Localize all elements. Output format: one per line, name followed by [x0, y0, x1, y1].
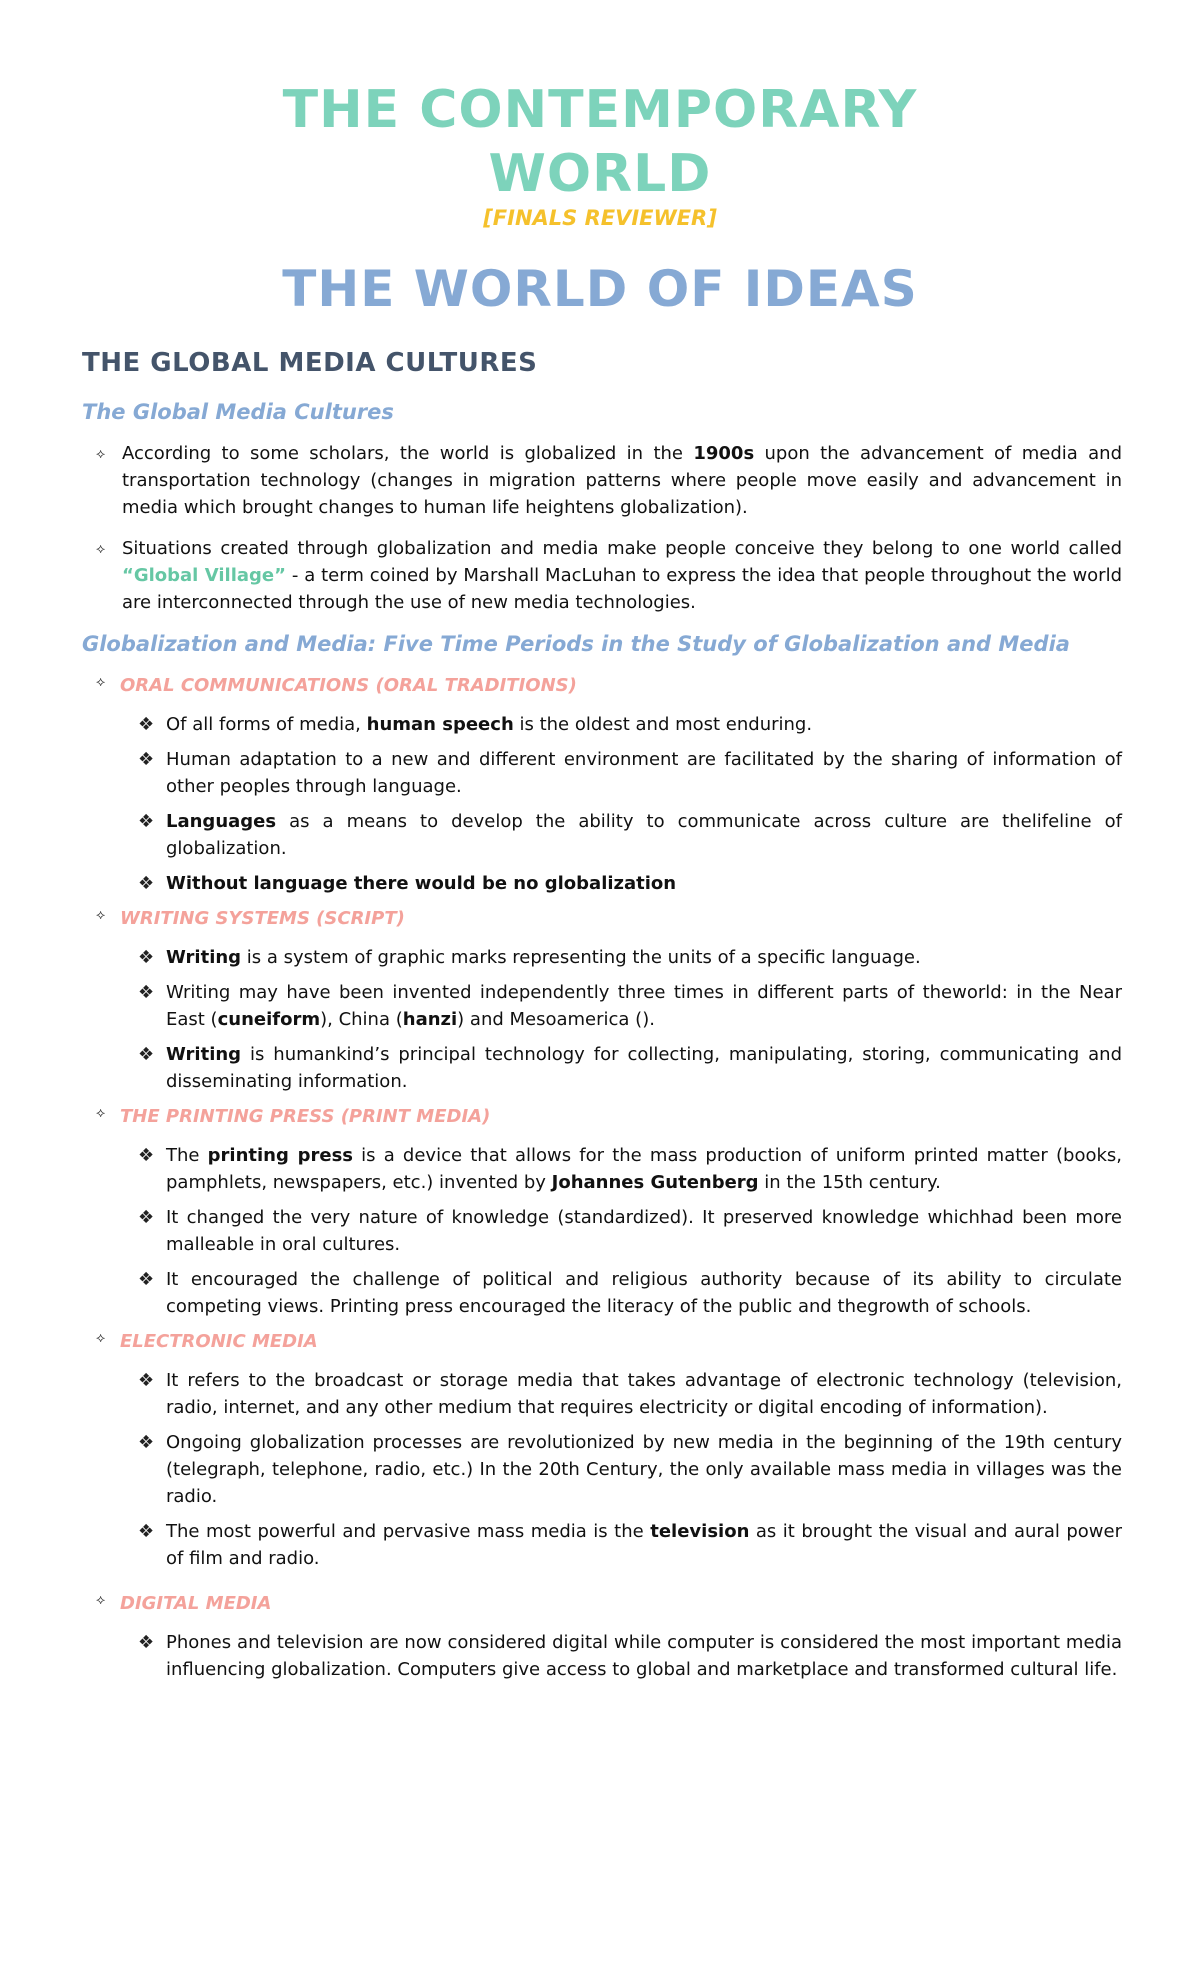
- diamond-bullet-icon: ⟡: [96, 1592, 106, 1608]
- document-body: [82, 348, 1122, 1691]
- document-subtitle: [FINALS REVIEWER]: [483, 206, 717, 230]
- list-item: ❖ Of all forms of media, human speech is the oldest and most enduring.: [82, 711, 1122, 738]
- document-title-line1: THE CONTEMPORARY: [282, 80, 918, 140]
- section-title: THE GLOBAL MEDIA CULTURES: [82, 348, 538, 378]
- period-printing: [82, 1103, 1122, 1130]
- list-item: ❖ Ongoing globalization processes are revolutionized by new media in the beginning of the 19th century (telegraph, telephone, radio, etc.) In the 20th Century, the only available mass media in villages was the radio.: [82, 1429, 1122, 1510]
- star-bullet-icon: ❖: [138, 749, 155, 770]
- diamond-bullet-icon: ⟡: [96, 446, 106, 462]
- star-bullet-icon: ❖: [138, 1432, 155, 1453]
- list-item: ❖ Human adaptation to a new and different environment are facilitated by the sharing of information of other peoples through language.: [82, 746, 1122, 800]
- period-heading: WRITING SYSTEMS (SCRIPT): [120, 908, 405, 929]
- star-bullet-icon: ❖: [138, 1632, 155, 1653]
- list-item: ❖ It encouraged the challenge of political and religious authority because of its ability to circulate competing views. Printing press encouraged the literacy of the public and thegrowth of schools.: [82, 1266, 1122, 1320]
- star-bullet-icon: ❖: [138, 1370, 155, 1391]
- list-item: ❖ Writing is humankind’s principal technology for collecting, manipulating, storing, communicating and disseminating information.: [82, 1041, 1122, 1095]
- diamond-bullet-icon: ⟡: [96, 1105, 106, 1121]
- diamond-bullet-icon: ⟡: [96, 907, 106, 923]
- star-bullet-icon: ❖: [138, 1269, 155, 1290]
- star-bullet-icon: ❖: [138, 1145, 155, 1166]
- list-item: ❖ The printing press is a device that allows for the mass production of uniform printed matter (books, pamphlets, newspapers, etc.) invented by Johannes Gutenberg in the 15th century.: [82, 1142, 1122, 1196]
- period-oral: [82, 672, 1122, 699]
- section-subheading: The Global Media Cultures: [82, 400, 394, 424]
- star-bullet-icon: ❖: [138, 982, 155, 1003]
- period-heading: ORAL COMMUNICATIONS (ORAL TRADITIONS): [120, 675, 577, 696]
- star-bullet-icon: ❖: [138, 873, 155, 894]
- star-bullet-icon: ❖: [138, 1207, 155, 1228]
- list-item: ❖ Writing may have been invented independently three times in different parts of theworld: in the Near East (cuneiform), China (hanzi) and Mesoamerica ().: [82, 979, 1122, 1033]
- list-item: ❖ Languages as a means to develop the ability to communicate across culture are thelifeline of globalization.: [82, 808, 1122, 862]
- period-heading: ELECTRONIC MEDIA: [120, 1331, 318, 1352]
- list-item: ❖ Without language there would be no globalization: [82, 870, 1122, 897]
- list-item: ❖ The most powerful and pervasive mass media is the television as it brought the visual and aural power of film and radio.: [82, 1518, 1122, 1572]
- spacer: [82, 1580, 1122, 1590]
- star-bullet-icon: ❖: [138, 947, 155, 968]
- diamond-bullet-icon: ⟡: [96, 674, 106, 690]
- star-bullet-icon: ❖: [138, 1521, 155, 1542]
- period-heading: DIGITAL MEDIA: [120, 1593, 272, 1614]
- period-electronic: [82, 1328, 1122, 1355]
- intro-paragraph-1: ⟡ According to some scholars, the world is globalized in the 1900s upon the advancement of media and transportation technology (changes in migration patterns where people move easily and advancement in media which brought changes to human life heightens globalization).: [96, 443, 1122, 518]
- star-bullet-icon: ❖: [138, 811, 155, 832]
- period-heading: THE PRINTING PRESS (PRINT MEDIA): [120, 1106, 491, 1127]
- period-digital: [82, 1590, 1122, 1617]
- period-writing: [82, 905, 1122, 932]
- document-title-line2: WORLD: [488, 144, 712, 204]
- global-village-term: “Global Village”: [122, 565, 286, 586]
- periods-heading: Globalization and Media: Five Time Periods in the Study of Globalization and Media: [82, 632, 1070, 656]
- list-item: ❖ It changed the very nature of knowledge (standardized). It preserved knowledge whichhad been more malleable in oral cultures.: [82, 1204, 1122, 1258]
- list-item: ❖ Writing is a system of graphic marks representing the units of a specific language.: [82, 944, 1122, 971]
- intro-paragraph-2: ⟡ Situations created through globalization and media make people conceive they belong to one world called “Global Village” - a term coined by Marshall MacLuhan to express the idea that people throughout the world are interconnected through the use of new media technologies.: [96, 538, 1123, 613]
- diamond-bullet-icon: ⟡: [96, 1330, 106, 1346]
- star-bullet-icon: ❖: [138, 1044, 155, 1065]
- list-item: ❖ It refers to the broadcast or storage media that takes advantage of electronic technology (television, radio, internet, and any other medium that requires electricity or digital encoding of information).: [82, 1367, 1122, 1421]
- diamond-bullet-icon: ⟡: [96, 541, 106, 557]
- topic-title: THE WORLD OF IDEAS: [282, 260, 918, 318]
- star-bullet-icon: ❖: [138, 714, 155, 735]
- list-item: ❖ Phones and television are now considered digital while computer is considered the most important media influencing globalization. Computers give access to global and marketplace and transformed cultural life.: [82, 1629, 1122, 1683]
